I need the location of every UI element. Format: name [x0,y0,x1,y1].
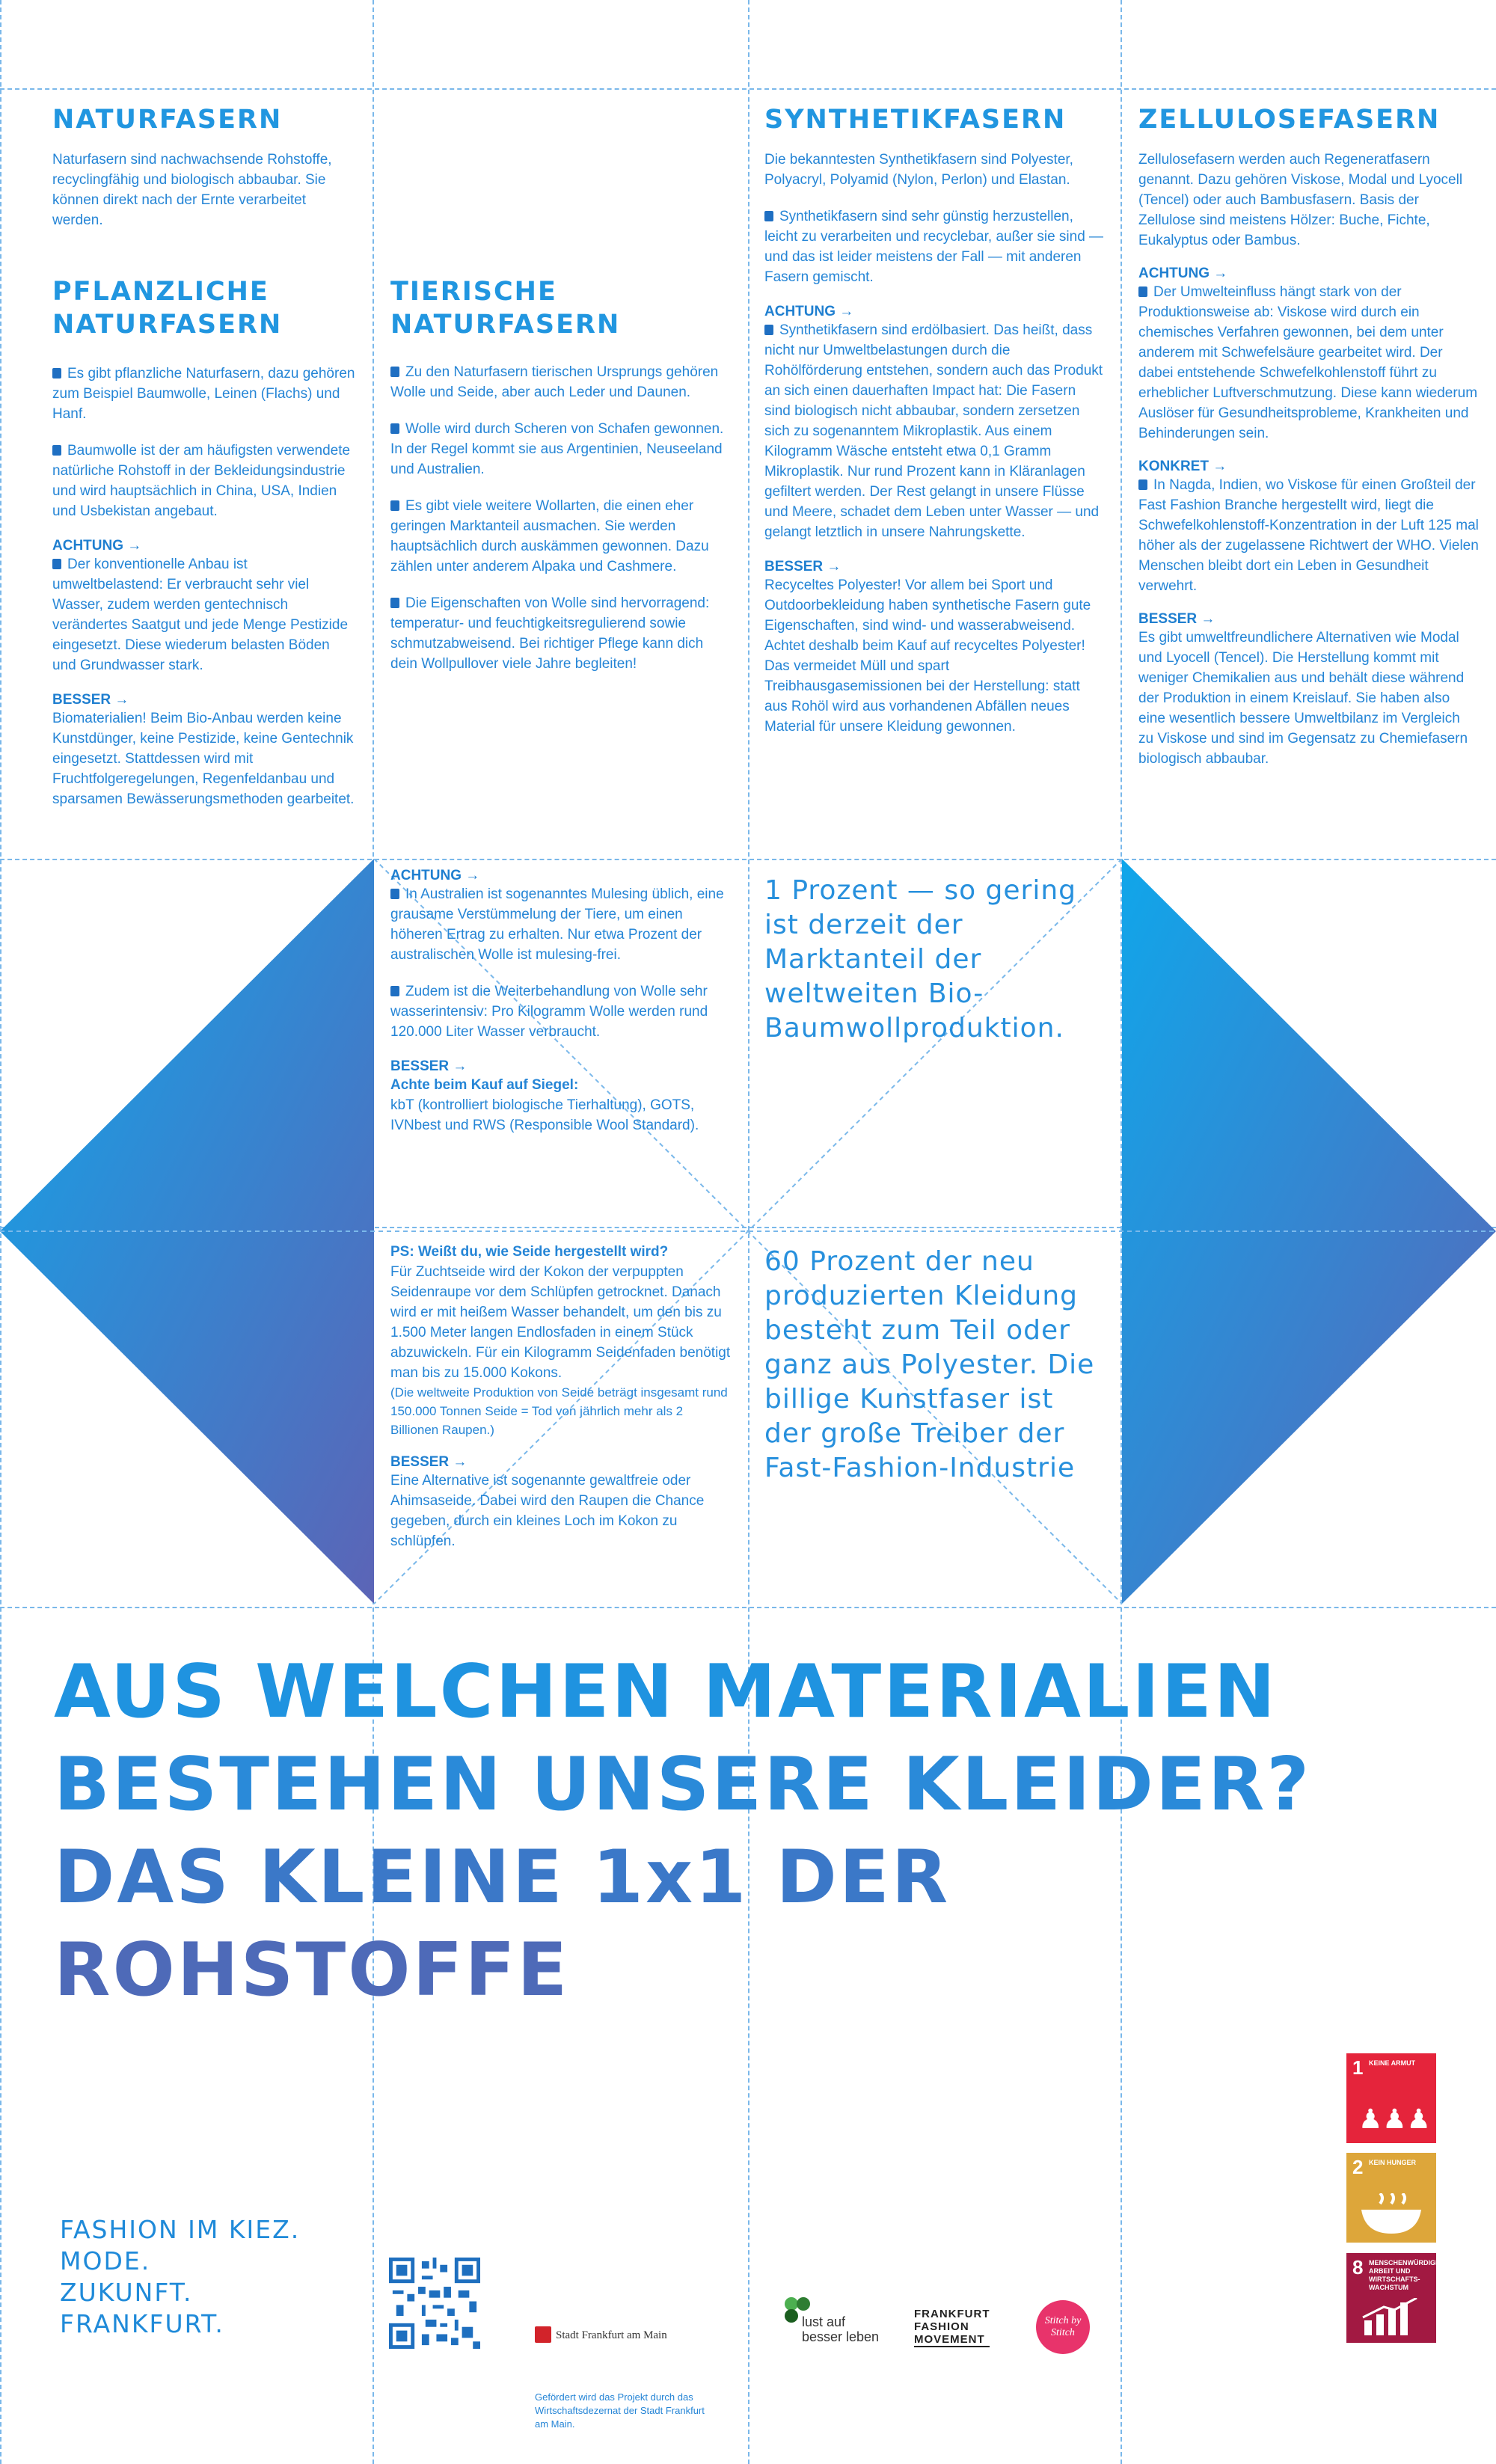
sdg-number: 2 [1352,2156,1364,2178]
sheep-icon [390,423,399,434]
synthetik-achtung-text: Synthetikfasern sind erdölbasiert. Das heißt, dass nicht nur Umweltbelastungen durch die Rohölförderung entstehen, sondern auch das Produkt an sich einen dauerhaften Impact hat: Die Fasern sind biologisch nicht abbaubar, sondern zersetzen sich zu sogenanntem Mikroplastik. Aus einem Kilogramm Wäsche entsteht etwa 0,1 Gramm Mikroplastik. Nur rund Prozent kann in Kläranlagen gefiltert werden. Der Rest gelangt in unsere Flüsse und Meere, schadet dem Leben unter Wasser — und gelangt letztlich in unsere Nahrungskette. [764,322,1103,540]
synthetik-besser-label: BESSER → [764,559,842,574]
person-icon [390,367,399,377]
flask-icon [764,211,773,221]
tierisch-besser2-label: BESSER → [390,1454,468,1470]
barrel-icon [764,325,773,335]
zellulose-achtung [1138,282,1479,444]
bowl-icon [1358,2193,1425,2235]
footer-line-1: FASHION IM KIEZ. [60,2215,301,2244]
sdg-label: MENSCHENWÜRDIGE ARBEIT UND WIRTSCHAFTS-WACHSTUM [1369,2259,1441,2291]
tierisch-besser-label: BESSER → [390,1058,468,1074]
tierisch-achtung1 [390,884,731,965]
logo-stitch-text: Stitch by Stitch [1044,2315,1082,2338]
tierisch-p1 [390,362,731,402]
tierisch-p2-text: Wolle wird durch Scheren von Schafen gewonnen. In der Regel kommt sie aus Argentinien, Neuseeland und Australien. [390,421,724,477]
diamond-graphic [0,859,1496,1607]
synthetik-besser: Recyceltes Polyester! Vor allem bei Sport und Outdoorbekleidung haben synthetische Fasern gute Eigenschaften, sind wind- und wasserabweisend. Achtet deshalb beim Kauf auf recyceltes Polyester! Das vermeidet Müll und spart Treibhausgasemissionen bei der Herstellung: statt aus Rohöl wird aus vorhandenen Abfällen neues Material für unsere Kleidung gewonnen. [764,577,1091,735]
heading-pflanzlich-1: PFLANZLICHE [52,277,269,307]
tierisch-achtung1-text: In Australien ist sogenanntes Mulesing üblich, eine grausame Verstümmelung der Tiere, um einen höheren Ertrag zu erhalten. Nur etwa Prozent der australischen Wolle ist mulesing-frei. [390,886,724,963]
footer-line-3: ZUKUNFT. [60,2278,193,2307]
naturfasern-intro: Naturfasern sind nachwachsende Rohstoffe, recyclingfähig und biologisch abbaubar. Sie können direkt nach der Ernte verarbeitet werden. [52,152,332,228]
heading-synthetik: SYNTHETIKFASERN [764,105,1067,135]
title-line-2: BESTEHEN UNSERE KLEIDER? [54,1742,1312,1827]
drop-icon [390,598,399,608]
tierisch-besser: kbT (kontrolliert biologische Tierhaltung), GOTS, IVNbest und RWS (Responsible Wool Standard). [390,1097,699,1133]
zellulose-achtung-text: Der Umwelteinfluss hängt stark von der Produktionsweise ab: Viskose wird durch ein chemisches Verfahren gewonnen, bei dem unter anderem mit Schwefelsäure gearbeitet wird. Der dabei entstehende Schwefelkohlenstoff führt zu erheblicher Luftverschmutzung. Diese kann wiederum Auslöser für Gesundheitsprobleme, Krankheiten und Behinderungen sein. [1138,284,1478,441]
tierisch-p1-text: Zu den Naturfasern tierischen Ursprungs gehören Wolle und Seide, aber auch Leder und Daunen. [390,364,719,400]
tierisch-achtung-label: ACHTUNG → [390,868,480,883]
tierisch-p3 [390,496,731,577]
stat-bio-baumwolle: 1 Prozent — so gering ist derzeit der Marktanteil der weltweiten Bio-Baumwollproduktion. [764,875,1077,1043]
logo-stadt-frankfurt [535,2326,667,2343]
qr-code[interactable] [389,2258,480,2349]
growth-chart-icon [1361,2298,1421,2335]
synthetik-p2-text: Synthetikfasern sind sehr günstig herzustellen, leicht zu verarbeiten und recyclebar, außer sie sind — und das ist leider meistens der Fall — mit anderen Fasern gemischt. [764,209,1104,285]
logo-stitch-by-stitch [1036,2300,1090,2354]
footer-line-4: FRANKFURT. [60,2309,224,2338]
tierisch-achtung-block [390,868,731,1136]
cotton-icon [52,368,61,379]
ps-title: PS: Weißt du, wie Seide hergestellt wird? [390,1244,669,1260]
logo-stadt-text: Stadt Frankfurt am Main [556,2329,667,2341]
column-synthetik [764,103,1105,737]
sdg-tile-2 [1346,2153,1436,2243]
pflanzlich-p2 [52,441,355,521]
footer-slogan [60,2214,300,2340]
logo-ffm-line-2: FASHION [914,2320,969,2333]
tierisch-ps-block [390,1242,731,1551]
column-zellulose [1138,103,1479,769]
footer-line-2: MODE. [60,2246,151,2275]
sdg-label: KEINE ARMUT [1369,2059,1416,2067]
tierisch-achtung2-text: Zudem ist die Weiterbehandlung von Wolle sehr wasserintensiv: Pro Kilogramm Wolle werden rund 120.000 Liter Wasser verbraucht. [390,984,708,1040]
tierisch-p4 [390,593,731,674]
zellulose-konkret [1138,475,1479,596]
heading-naturfasern: NATURFASERN [52,105,283,135]
factory-icon [1138,479,1147,490]
heading-tierisch-1: TIERISCHE [390,277,557,307]
sdg-tile-8 [1346,2253,1441,2343]
pflanzlich-p1-text: Es gibt pflanzliche Naturfasern, dazu gehören zum Beispiel Baumwolle, Leinen (Flachs) und Hanf. [52,366,355,422]
zellulose-achtung-label: ACHTUNG → [1138,266,1228,281]
title-line-4: ROHSTOFFE [54,1928,570,2013]
sdg-number: 1 [1352,2056,1364,2079]
funding-note: Gefördert wird das Projekt durch das Wirtschaftsdezernat der Stadt Frankfurt am Main. [535,2391,705,2430]
heading-tierisch-2: NATURFASERN [390,310,621,340]
synthetik-achtung [764,320,1105,542]
logo-lust-line-2: besser leben [802,2329,880,2344]
tierisch-p2 [390,419,731,479]
shirt-icon [390,889,399,899]
zellulose-konkret-text: In Nagda, Indien, wo Viskose für einen Großteil der Fast Fashion Branche hergestellt wird, liegt die Schwefelkohlenstoff-Konzentration in der Luft 125 mal höher als der zugelassene Richtwert der WHO. Vielen Menschen bleibt dort ein Leben in Gesundheit verwehrt. [1138,477,1479,594]
column-naturfasern [52,103,355,809]
heading-pflanzlich-2: NATURFASERN [52,310,283,340]
drop-icon [390,986,399,996]
people-icon: ♟♟♟ [1358,2103,1431,2134]
synthetik-achtung-label: ACHTUNG → [764,304,854,319]
zellulose-intro: Zellulosefasern werden auch Regeneratfasern genannt. Dazu gehören Viskose, Modal und Lyocell (Tencel) oder auch Bambusfasern. Basis der Zellulose sind meistens Hölzer: Buche, Fichte, Eukalyptus oder Bambus. [1138,152,1463,248]
logo-lust-line-1: lust auf [802,2314,846,2329]
sdg-tile-1 [1346,2053,1436,2143]
tierisch-achtung2 [390,981,731,1042]
grid-line [0,1607,1496,1608]
shirt-icon [52,559,61,569]
zellulose-konkret-label: KONKRET → [1138,459,1227,474]
pflanzlich-besser: Biomaterialien! Beim Bio-Anbau werden keine Kunstdünger, keine Pestizide, keine Gentechnik eingesetzt. Stattdessen wird mit Fruchtfolgeregelungen, Regenfeldanbau und sparsamen Bewässerungsmethoden gearbeitet. [52,711,355,807]
pflanzlich-achtung [52,554,355,675]
tierisch-besser2: Eine Alternative ist sogenannte gewaltfreie oder Ahimsaseide. Dabei wird den Raupen die Chance gegeben, durch ein kleines Loch im Kokon zu schlüpfen. [390,1473,705,1549]
sdg-label: KEIN HUNGER [1369,2159,1417,2166]
synthetik-p1: Die bekanntesten Synthetikfasern sind Polyester, Polyacryl, Polyamid (Nylon, Perlon) und Elastan. [764,152,1073,188]
logo-ffm-line-3: MOVEMENT [914,2333,990,2347]
pflanzlich-besser-label: BESSER → [52,692,129,708]
heading-zellulose: ZELLULOSEFASERN [1138,105,1441,135]
tierisch-p3-text: Es gibt viele weitere Wollarten, die einen eher geringen Marktanteil ausmachen. Sie werden hauptsächlich durch auskämmen gewonnen. Dazu zählen unter anderem Alpaka und Cashmere. [390,498,709,574]
logo-ffm-line-1: FRANKFURT [914,2308,990,2320]
ps-text: Für Zuchtseide wird der Kokon der verpuppten Seidenraupe vor dem Schlüpfen getrocknet. Danach wird er mit heißem Wasser behandelt, um den bis zu 1.500 Meter langen Endlosfaden in einem Stück abzuwickeln. Für ein Kilogramm Seidenfaden benötigt man bis zu 15.000 Kokons. [390,1264,731,1381]
flask-icon [390,500,399,511]
person-icon [52,445,61,456]
logo-frankfurt-fashion-movement [914,2308,990,2347]
shirt-icon [1138,286,1147,297]
stat-polyester: 60 Prozent der neu produzierten Kleidung besteht zum Teil oder ganz aus Polyester. Die billige Kunstfaser ist der große Treiber der Fast-Fashion-Industrie [764,1246,1095,1483]
pflanzlich-achtung-label: ACHTUNG → [52,538,142,554]
tierisch-p4-text: Die Eigenschaften von Wolle sind hervorragend: temperatur- und feuchtigkeitsregulierend sowie schmutzabweisend. Bei richtiger Pflege kann dich dein Wollpullover viele Jahre begleiten! [390,595,710,672]
zellulose-besser-label: BESSER → [1138,611,1216,627]
ps-note: (Die weltweite Produktion von Seide beträgt insgesamt rund 150.000 Tonnen Seide = Tod von jährlich mehr als 2 Billionen Raupen.) [390,1385,728,1437]
pflanzlich-achtung-text: Der konventionelle Anbau ist umweltbelastend: Er verbraucht sehr viel Wasser, zudem werden gentechnisch verändertes Saatgut und jede Menge Pestizide eingesetzt. Diese wiederum belasten Böden und Grundwasser stark. [52,557,349,673]
zellulose-besser: Es gibt umweltfreundlichere Alternativen wie Modal und Lyocell (Tencel). Die Herstellung kommt mit weniger Chemikalien aus und behält diese während der Produktion in einem Kreislauf. Sie haben also eine wesentlich bessere Umweltbilanz im Vergleich zu Viskose und sind im Gegensatz zu Chemiefasern biologisch abbaubar. [1138,630,1468,767]
sdg-number: 8 [1352,2256,1364,2278]
title-line-1: AUS WELCHEN MATERIALIEN [54,1649,1278,1735]
pflanzlich-p2-text: Baumwolle ist der am häufigsten verwendete natürliche Rohstoff in der Bekleidungsindustrie und wird hauptsächlich in China, USA, Indien und Usbekistan angebaut. [52,443,351,519]
synthetik-p2 [764,206,1105,287]
title-line-3: DAS KLEINE 1x1 DER [54,1835,951,1920]
eagle-crest-icon [535,2326,551,2343]
tierisch-besser-title: Achte beim Kauf auf Siegel: [390,1077,579,1093]
logo-lust-text [802,2314,879,2344]
column-tierisch [390,275,731,690]
grid-line [0,88,1496,90]
main-title [54,1646,1325,2017]
pflanzlich-p1 [52,364,355,424]
